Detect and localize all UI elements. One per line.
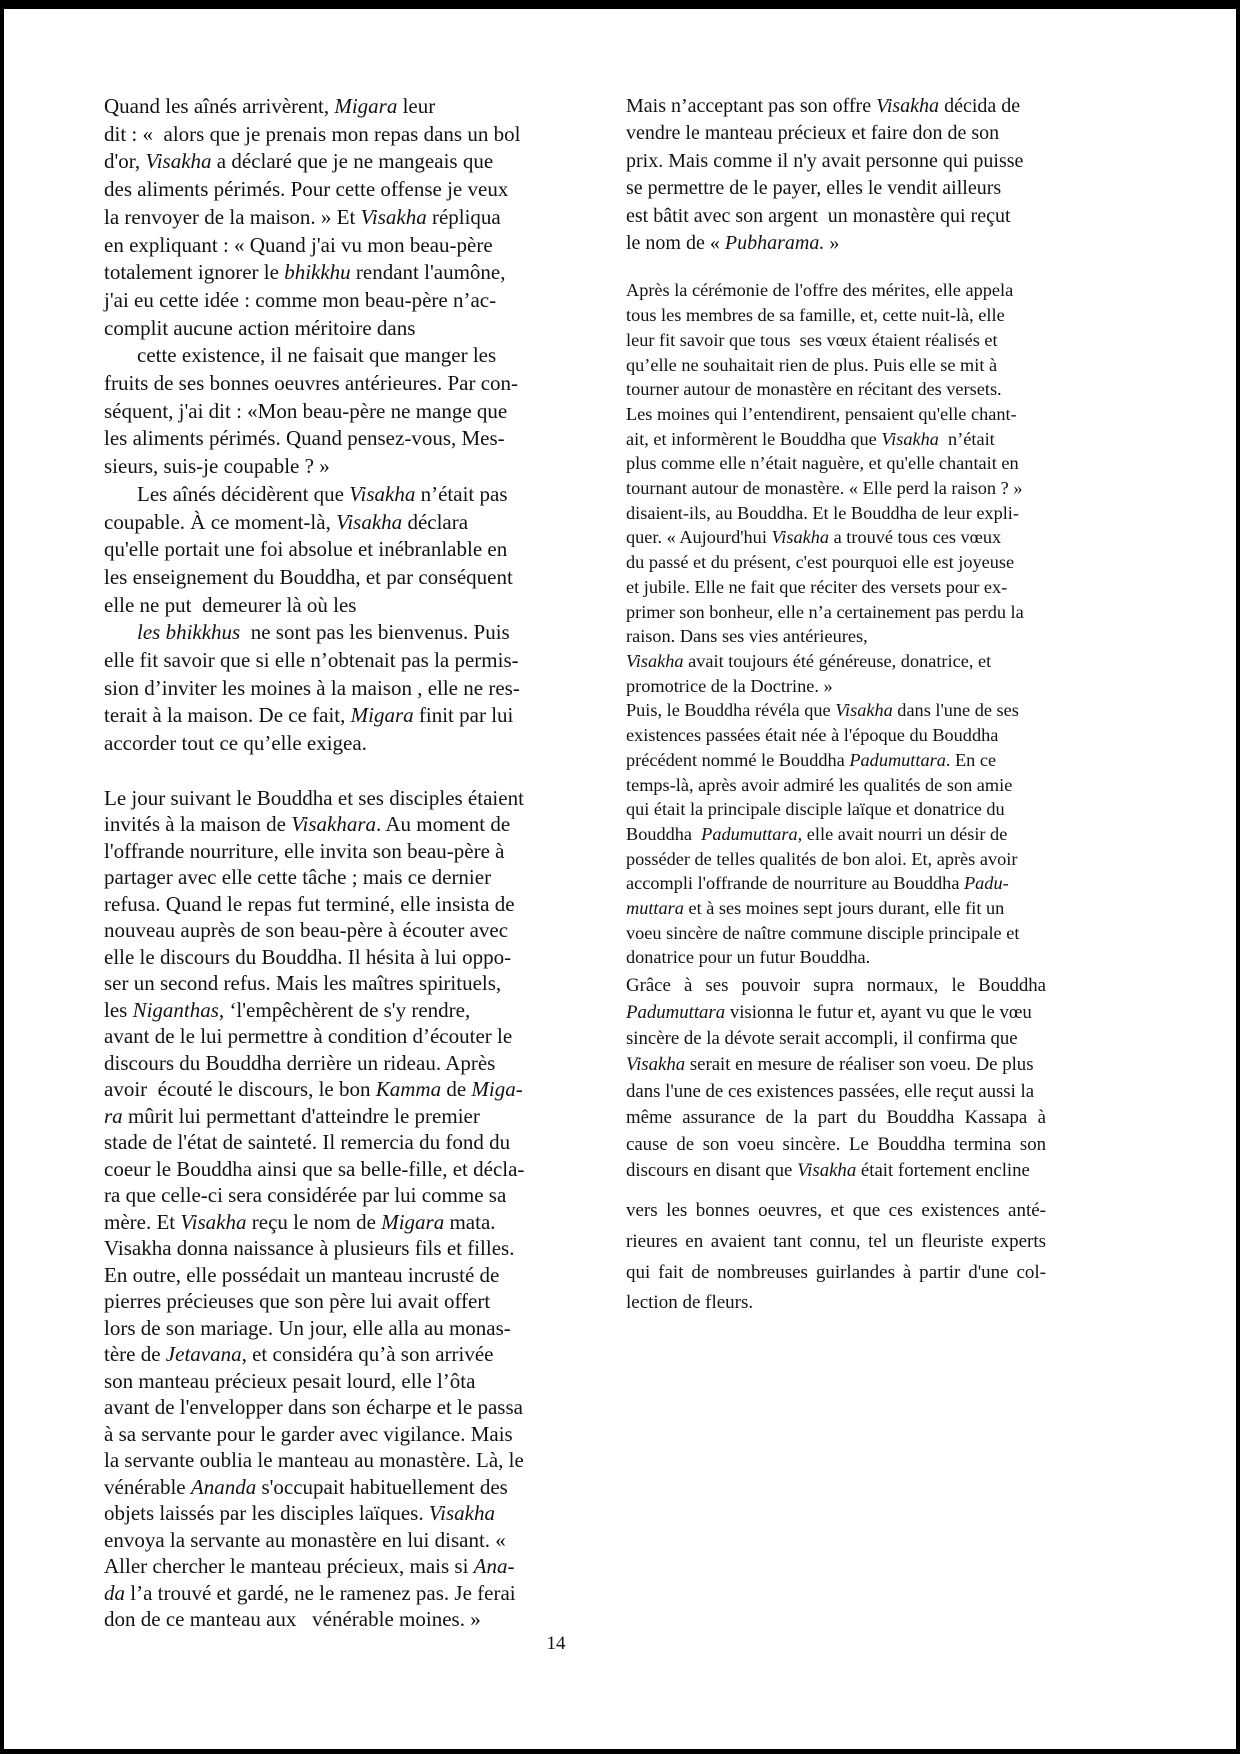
text-line: les Niganthas, ‘l'empêchèrent de s'y rendre,	[104, 997, 471, 1022]
text-line: Mais n’acceptant pas son offre Visakha décida de	[626, 95, 1021, 117]
text-line: donatrice pour un futur Bouddha.	[626, 947, 871, 968]
text-line: sion d’inviter les moines à la maison , elle ne res-	[104, 675, 520, 700]
paragraph-block	[626, 1196, 1046, 1318]
text-line: Grâce à ses pouvoir supra normaux, le Bouddha	[626, 975, 1046, 997]
text-line: Visakha donna naissance à plusieurs fils et filles.	[104, 1236, 515, 1261]
text-line: promotrice de la Doctrine. »	[626, 675, 833, 696]
text-line: vénérable Ananda s'occupait habituellement des	[104, 1474, 508, 1499]
text-line: coupable. À ce moment-là, Visakha déclara	[104, 509, 469, 534]
text-line: pierres précieuses que son père lui avait offert	[104, 1289, 491, 1314]
text-line: Visakha avait toujours été généreuse, donatrice, et	[626, 650, 992, 671]
text-line: se permettre de le payer, elles le vendit ailleurs	[626, 177, 1002, 200]
text-line: rieures en avaient tant connu, tel un fleuriste experts	[626, 1230, 1046, 1252]
text-line: envoya la servante au monastère en lui disant. «	[104, 1527, 506, 1552]
text-line: est bâtit avec son argent un monastère qui reçut	[626, 204, 1011, 227]
text-line: à sa servante pour le garder avec vigilance. Mais	[104, 1421, 513, 1446]
text-line: accorder tout ce qu’elle exigea.	[104, 731, 367, 756]
text-line: complit aucune action méritoire dans	[104, 315, 416, 340]
text-line: Les aînés décidèrent que Visakha n’était pas	[137, 481, 508, 506]
text-line: elle ne put demeurer là où les	[104, 592, 357, 617]
text-line: objets laissés par les disciples laïques. Visakha	[104, 1501, 495, 1526]
text-line: vers les bonnes oeuvres, et que ces existences anté-	[626, 1200, 1046, 1222]
text-line: raison. Dans ses vies antérieures,	[626, 626, 868, 647]
text-line: muttara et à ses moines sept jours durant, elle fit un	[626, 898, 1005, 919]
text-line: qui fait de nombreuses guirlandes à partir d'une col-	[626, 1261, 1046, 1283]
text-line: Après la cérémonie de l'offre des mérites, elle appela	[626, 280, 1014, 301]
paragraph-block	[626, 973, 1046, 1184]
text-line: don de ce manteau aux vénérable moines. »	[104, 1607, 481, 1632]
text-line: partager avec elle cette tâche ; mais ce dernier	[104, 865, 492, 890]
text-line: elle fit savoir que si elle n’obtenait pas la permis-	[104, 648, 519, 673]
text-line: précédent nommé le Bouddha Padumuttara. En ce	[626, 749, 997, 770]
text-line: mère. Et Visakha reçu le nom de Migara mata.	[104, 1209, 496, 1234]
text-line: ser un second refus. Mais les maîtres spirituels,	[104, 971, 502, 996]
text-line: séquent, j'ai dit : «Mon beau-père ne mange que	[104, 398, 508, 423]
text-line: tourner autour de monastère en récitant des versets.	[626, 379, 1002, 400]
paragraph-block	[104, 785, 618, 1633]
paragraph-block	[626, 93, 1046, 257]
text-line: du passé et du présent, c'est pourquoi elle est joyeuse	[626, 552, 1015, 573]
text-line: qui était la principale disciple laïque et donatrice du	[626, 799, 1005, 820]
page-number: 14	[546, 1633, 566, 1654]
text-line: cause de son voeu sincère. Le Bouddha termina son	[626, 1133, 1046, 1155]
text-line: en expliquant : « Quand j'ai vu mon beau-père	[104, 232, 493, 257]
text-line: d'or, Visakha a déclaré que je ne mangeais que	[104, 149, 494, 174]
text-line: qu’elle ne souhaitait rien de plus. Puis elle se mit à	[626, 354, 998, 375]
text-line: refusa. Quand le repas fut terminé, elle insista de	[104, 891, 515, 916]
text-line: voeu sincère de naître commune disciple principale et	[626, 922, 1020, 943]
text-line: Puis, le Bouddha révéla que Visakha dans l'une de ses	[626, 700, 1019, 721]
paragraph-block	[626, 278, 1046, 970]
text-line: cette existence, il ne faisait que manger les	[137, 343, 497, 368]
text-line: Bouddha Padumuttara, elle avait nourri un désir de	[626, 823, 1008, 844]
text-line: lection de fleurs.	[626, 1292, 754, 1314]
text-line: ra mûrit lui permettant d'atteindre le premier	[104, 1103, 480, 1128]
text-line: avant de l'envelopper dans son écharpe et le passa	[104, 1395, 523, 1420]
text-line: Aller chercher le manteau précieux, mais si Ana-	[104, 1554, 515, 1579]
text-line: la servante oublia le manteau au monastère. Là, le	[104, 1448, 524, 1473]
paragraph-block	[104, 93, 618, 758]
text-line: da l’a trouvé et gardé, ne le ramenez pas. Je ferai	[104, 1580, 516, 1605]
text-line: tous les membres de sa famille, et, cette nuit-là, elle	[626, 305, 1005, 326]
text-line: tère de Jetavana, et considéra qu’à son arrivée	[104, 1342, 494, 1367]
text-line: dans l'une de ces existences passées, elle reçut aussi la	[626, 1080, 1035, 1102]
page-content	[104, 93, 1046, 1633]
text-line: l'offrande nourriture, elle invita son beau-père à	[104, 838, 505, 863]
text-line: ra que celle-ci sera considérée par lui comme sa	[104, 1183, 507, 1208]
text-line: les bhikkhus ne sont pas les bienvenus. Puis	[137, 620, 510, 645]
text-line: j'ai eu cette idée : comme mon beau-père n’ac-	[104, 287, 497, 312]
text-line: accompli l'offrande de nourriture au Bouddha Padu-	[626, 873, 1009, 894]
text-line: Padumuttara visionna le futur et, ayant vu que le vœu	[626, 1001, 1032, 1023]
text-line: fruits de ses bonnes oeuvres antérieures. Par con-	[104, 371, 519, 396]
text-line: existences passées était née à l'époque du Bouddha	[626, 725, 999, 746]
text-line: son manteau précieux pesait lourd, elle l’ôta	[104, 1368, 476, 1393]
text-line: dit : « alors que je prenais mon repas dans un bol	[104, 121, 521, 146]
text-line: la renvoyer de la maison. » Et Visakha répliqua	[104, 204, 501, 229]
text-line: Le jour suivant le Bouddha et ses disciples étaient	[104, 785, 524, 810]
text-line: leur fit savoir que tous ses vœux étaient réalisés et	[626, 329, 998, 350]
text-line: quer. « Aujourd'hui Visakha a trouvé tous ces vœux	[626, 527, 1002, 548]
text-line: sincère de la dévote serait accompli, il confirma que	[626, 1027, 1018, 1049]
text-line: et jubile. Elle ne fait que réciter des versets pour ex-	[626, 576, 1008, 597]
text-line: disaient-ils, au Bouddha. Et le Bouddha de leur expli-	[626, 502, 1019, 523]
text-line: même assurance de la part du Bouddha Kassapa à	[626, 1107, 1046, 1129]
text-line: tournant autour de monastère. « Elle perd la raison ? »	[626, 478, 1023, 499]
text-line: plus comme elle n’était naguère, et qu'elle chantait en	[626, 453, 1019, 474]
text-line: totalement ignorer le bhikkhu rendant l'aumône,	[104, 260, 506, 285]
right-column	[626, 93, 1046, 1633]
text-line: stade de l'état de sainteté. Il remercia du fond du	[104, 1130, 511, 1155]
text-line: vendre le manteau précieux et faire don de son	[626, 122, 1000, 145]
text-line: primer son bonheur, elle n’a certainement pas perdu la	[626, 601, 1024, 622]
text-line: avoir écouté le discours, le bon Kamma de Miga-	[104, 1077, 523, 1102]
text-line: Quand les aînés arrivèrent, Migara leur	[104, 94, 436, 118]
left-column	[104, 93, 618, 1633]
text-line: prix. Mais comme il n'y avait personne qui puisse	[626, 149, 1024, 172]
text-line: sieurs, suis-je coupable ? »	[104, 454, 330, 479]
text-line: qu'elle portait une foi absolue et inébranlable en	[104, 537, 508, 562]
text-line: lors de son mariage. Un jour, elle alla au monas-	[104, 1315, 511, 1340]
text-line: Les moines qui l’entendirent, pensaient qu'elle chant-	[626, 403, 1017, 424]
text-line: le nom de « Pubharama. »	[626, 232, 840, 255]
text-line: les aliments périmés. Quand pensez-vous, Mes-	[104, 426, 505, 451]
text-line: nouveau auprès de son beau-père à écouter avec	[104, 918, 509, 943]
text-line: des aliments périmés. Pour cette offense je veux	[104, 177, 509, 202]
text-line: avant de le lui permettre à condition d’écouter le	[104, 1024, 513, 1049]
text-line: discours du Bouddha derrière un rideau. Après	[104, 1050, 496, 1075]
text-line: En outre, elle possédait un manteau incrusté de	[104, 1262, 500, 1287]
text-line: coeur le Bouddha ainsi que sa belle-fille, et décla-	[104, 1156, 525, 1181]
text-line: temps-là, après avoir admiré les qualités de son amie	[626, 774, 1013, 795]
text-line: ait, et informèrent le Bouddha que Visakha n’était	[626, 428, 995, 449]
text-line: elle le discours du Bouddha. Il hésita à lui oppo-	[104, 944, 512, 969]
text-line: discours en disant que Visakha était fortement encline	[626, 1159, 1030, 1181]
text-line: invités à la maison de Visakhara. Au moment de	[104, 812, 511, 837]
text-line: les enseignement du Bouddha, et par conséquent	[104, 564, 513, 589]
text-line: Visakha serait en mesure de réaliser son voeu. De plus	[626, 1054, 1034, 1076]
text-line: posséder de telles qualités de bon aloi. Et, après avoir	[626, 848, 1018, 869]
text-line: terait à la maison. De ce fait, Migara finit par lui	[104, 703, 514, 728]
